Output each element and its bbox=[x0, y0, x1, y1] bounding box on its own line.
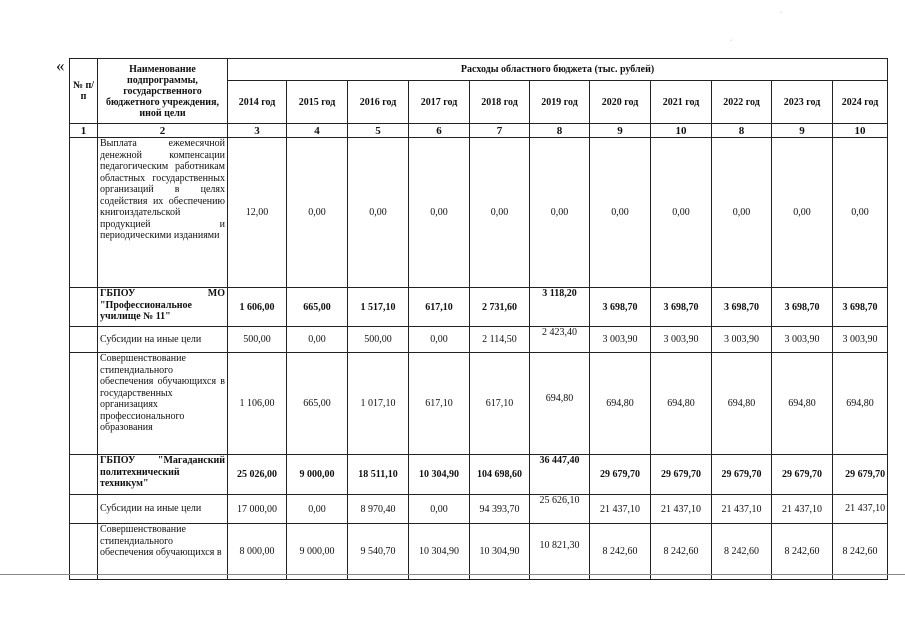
row-name: Совершенствование стипендиального обеспечения обучающихся в bbox=[98, 524, 228, 580]
row-name: Субсидии на иные цели bbox=[98, 327, 228, 353]
column-number: 4 bbox=[287, 124, 348, 138]
year-header: 2018 год bbox=[470, 81, 530, 124]
budget-table bbox=[69, 58, 888, 580]
value-cell: 0,00 bbox=[409, 327, 470, 353]
value-cell: 9 540,70 bbox=[348, 524, 409, 580]
row-index-cell bbox=[70, 455, 98, 495]
value-cell: 0,00 bbox=[772, 138, 833, 288]
column-number: 6 bbox=[409, 124, 470, 138]
year-header: 2021 год bbox=[651, 81, 712, 124]
value-cell: 0,00 bbox=[287, 327, 348, 353]
value-cell: 29 679,70 bbox=[772, 455, 833, 495]
page-edge-line bbox=[0, 574, 905, 575]
value-cell: 10 304,90 bbox=[409, 524, 470, 580]
row-index-cell bbox=[70, 524, 98, 580]
value-cell: 2 731,60 bbox=[470, 288, 530, 327]
row-index-cell bbox=[70, 327, 98, 353]
value-cell: 0,00 bbox=[530, 138, 590, 288]
value-cell: 29 679,70 bbox=[712, 455, 772, 495]
year-header: 2020 год bbox=[590, 81, 651, 124]
column-number-row bbox=[70, 124, 888, 138]
value-cell: 21 437,10 bbox=[712, 495, 772, 524]
row-index-cell bbox=[70, 495, 98, 524]
value-cell: 694,80 bbox=[712, 353, 772, 455]
value-cell: 0,00 bbox=[712, 138, 772, 288]
value-cell: 694,80 bbox=[530, 353, 590, 455]
value-cell: 500,00 bbox=[228, 327, 287, 353]
value-cell: 3 003,90 bbox=[651, 327, 712, 353]
value-cell: 29 679,70 bbox=[651, 455, 712, 495]
value-cell: 9 000,00 bbox=[287, 455, 348, 495]
column-number: 8 bbox=[712, 124, 772, 138]
value-cell: 29 679,70 bbox=[833, 455, 888, 495]
value-cell: 25 026,00 bbox=[228, 455, 287, 495]
value-cell: 3 003,90 bbox=[772, 327, 833, 353]
value-cell: 1 517,10 bbox=[348, 288, 409, 327]
column-number: 3 bbox=[228, 124, 287, 138]
value-cell: 17 000,00 bbox=[228, 495, 287, 524]
row-name: Выплата ежемесячной денежной компенсации педагогическим работникам областных государственных организаций в целях содействия их обеспечению книгоиздательской продукцией и периодическими изданиями bbox=[98, 138, 228, 288]
scan-speck: · bbox=[780, 10, 782, 16]
value-cell: 2 114,50 bbox=[470, 327, 530, 353]
column-number: 9 bbox=[590, 124, 651, 138]
value-cell: 36 447,40 bbox=[530, 455, 590, 495]
table-row bbox=[70, 455, 888, 495]
value-cell: 3 003,90 bbox=[833, 327, 888, 353]
opening-quote-mark: « bbox=[56, 56, 65, 75]
column-number: 9 bbox=[772, 124, 833, 138]
header-row-top bbox=[70, 59, 888, 81]
value-cell: 9 000,00 bbox=[287, 524, 348, 580]
value-cell: 0,00 bbox=[651, 138, 712, 288]
column-number: 10 bbox=[651, 124, 712, 138]
value-cell: 21 437,10 bbox=[833, 495, 888, 524]
row-name: ГБПОУ МО "Профессиональное училище № 11" bbox=[98, 288, 228, 327]
value-cell: 21 437,10 bbox=[772, 495, 833, 524]
value-cell: 10 304,90 bbox=[409, 455, 470, 495]
value-cell: 8 242,60 bbox=[833, 524, 888, 580]
column-number: 5 bbox=[348, 124, 409, 138]
value-cell: 0,00 bbox=[287, 495, 348, 524]
year-header: 2017 год bbox=[409, 81, 470, 124]
value-cell: 8 242,60 bbox=[712, 524, 772, 580]
table-row bbox=[70, 138, 888, 288]
column-number: 7 bbox=[470, 124, 530, 138]
column-number: 2 bbox=[98, 124, 228, 138]
value-cell: 21 437,10 bbox=[590, 495, 651, 524]
table-row bbox=[70, 327, 888, 353]
value-cell: 8 000,00 bbox=[228, 524, 287, 580]
value-cell: 694,80 bbox=[590, 353, 651, 455]
year-header: 2019 год bbox=[530, 81, 590, 124]
table-row bbox=[70, 353, 888, 455]
value-cell: 0,00 bbox=[590, 138, 651, 288]
year-header: 2024 год bbox=[833, 81, 888, 124]
value-cell: 500,00 bbox=[348, 327, 409, 353]
value-cell: 0,00 bbox=[348, 138, 409, 288]
value-cell: 3 698,70 bbox=[712, 288, 772, 327]
year-header: 2015 год bbox=[287, 81, 348, 124]
header-num: № п/п bbox=[70, 59, 98, 124]
row-name: Субсидии на иные цели bbox=[98, 495, 228, 524]
value-cell: 1 017,10 bbox=[348, 353, 409, 455]
value-cell: 8 242,60 bbox=[772, 524, 833, 580]
value-cell: 8 242,60 bbox=[651, 524, 712, 580]
value-cell: 10 821,30 bbox=[530, 524, 590, 580]
value-cell: 694,80 bbox=[833, 353, 888, 455]
value-cell: 3 698,70 bbox=[651, 288, 712, 327]
value-cell: 0,00 bbox=[287, 138, 348, 288]
value-cell: 694,80 bbox=[651, 353, 712, 455]
value-cell: 3 003,90 bbox=[590, 327, 651, 353]
value-cell: 25 626,10 bbox=[530, 495, 590, 524]
value-cell: 1 606,00 bbox=[228, 288, 287, 327]
year-header: 2016 год bbox=[348, 81, 409, 124]
value-cell: 12,00 bbox=[228, 138, 287, 288]
value-cell: 0,00 bbox=[470, 138, 530, 288]
row-index-cell bbox=[70, 138, 98, 288]
header-name: Наименование подпрограммы, государственного бюджетного учреждения, иной цели bbox=[98, 59, 228, 124]
value-cell: 617,10 bbox=[409, 353, 470, 455]
value-cell: 0,00 bbox=[409, 495, 470, 524]
value-cell: 2 423,40 bbox=[530, 327, 590, 353]
year-header: 2014 год bbox=[228, 81, 287, 124]
row-name: Совершенствование стипендиального обеспечения обучающихся в государственных организациях профессионального образования bbox=[98, 353, 228, 455]
value-cell: 8 970,40 bbox=[348, 495, 409, 524]
value-cell: 29 679,70 bbox=[590, 455, 651, 495]
value-cell: 1 106,00 bbox=[228, 353, 287, 455]
value-cell: 3 698,70 bbox=[833, 288, 888, 327]
row-index-cell bbox=[70, 288, 98, 327]
value-cell: 3 003,90 bbox=[712, 327, 772, 353]
value-cell: 0,00 bbox=[409, 138, 470, 288]
value-cell: 665,00 bbox=[287, 288, 348, 327]
value-cell: 694,80 bbox=[772, 353, 833, 455]
column-number: 1 bbox=[70, 124, 98, 138]
value-cell: 617,10 bbox=[409, 288, 470, 327]
table-row bbox=[70, 524, 888, 580]
column-number: 10 bbox=[833, 124, 888, 138]
value-cell: 8 242,60 bbox=[590, 524, 651, 580]
value-cell: 3 118,20 bbox=[530, 288, 590, 327]
value-cell: 3 698,70 bbox=[772, 288, 833, 327]
value-cell: 665,00 bbox=[287, 353, 348, 455]
row-name: ГБПОУ "Магаданский политехнический техникум" bbox=[98, 455, 228, 495]
value-cell: 94 393,70 bbox=[470, 495, 530, 524]
value-cell: 10 304,90 bbox=[470, 524, 530, 580]
value-cell: 104 698,60 bbox=[470, 455, 530, 495]
row-index-cell bbox=[70, 353, 98, 455]
year-header: 2022 год bbox=[712, 81, 772, 124]
value-cell: 18 511,10 bbox=[348, 455, 409, 495]
year-header: 2023 год bbox=[772, 81, 833, 124]
value-cell: 617,10 bbox=[470, 353, 530, 455]
scan-speck: · bbox=[730, 38, 732, 44]
value-cell: 3 698,70 bbox=[590, 288, 651, 327]
column-number: 8 bbox=[530, 124, 590, 138]
table-row bbox=[70, 495, 888, 524]
value-cell: 21 437,10 bbox=[651, 495, 712, 524]
value-cell: 0,00 bbox=[833, 138, 888, 288]
table-row bbox=[70, 288, 888, 327]
header-expenses: Расходы областного бюджета (тыс. рублей) bbox=[228, 59, 888, 81]
